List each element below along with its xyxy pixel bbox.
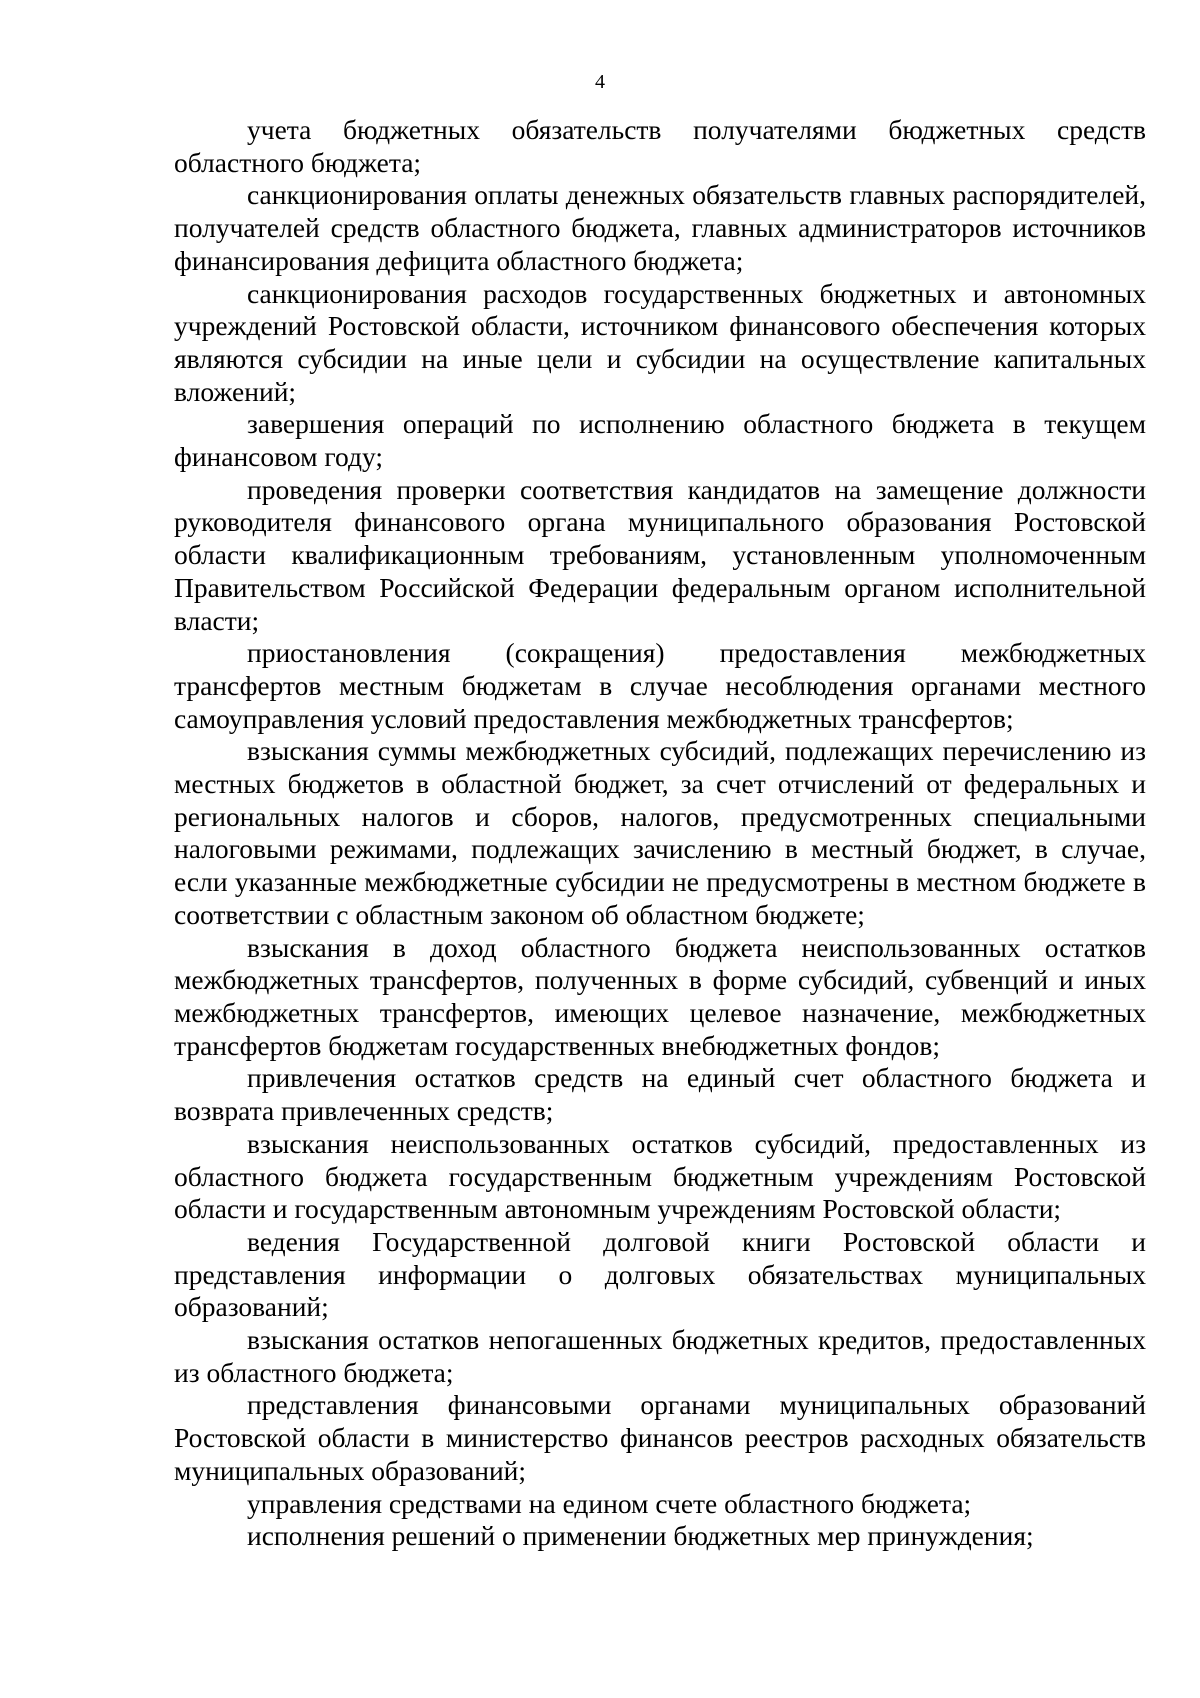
document-body bbox=[174, 114, 1146, 1553]
paragraph: ведения Государственной долговой книги Ростовской области и представления информации о долговых обязательствах муниципальных образований; bbox=[174, 1225, 1146, 1323]
paragraph: проведения проверки соответствия кандидатов на замещение должности руководителя финансового органа муниципального образования Ростовской области квалификационным требованиям, установленным уполномоченным Правительством Российской Федерации федеральным органом исполнительной власти; bbox=[174, 473, 1146, 636]
paragraph: представления финансовыми органами муниципальных образований Ростовской области в министерство финансов реестров расходных обязательств муниципальных образований; bbox=[174, 1389, 1146, 1486]
paragraph: санкционирования расходов государственных бюджетных и автономных учреждений Ростовской области, источником финансового обеспечения которых являются субсидии на иные цели и субсидии на осуществление капитальных вложений; bbox=[174, 277, 1146, 407]
page-number: 4 bbox=[595, 71, 605, 93]
paragraph: учета бюджетных обязательств получателями бюджетных средств областного бюджета; bbox=[174, 114, 1146, 178]
paragraph: приостановления (сокращения) предоставления межбюджетных трансфертов местным бюджетам в случае несоблюдения органами местного самоуправления условий предоставления межбюджетных трансфертов; bbox=[174, 637, 1146, 734]
paragraph: взыскания в доход областного бюджета неиспользованных остатков межбюджетных трансфертов, полученных в форме субсидий, субвенций и иных межбюджетных трансфертов, имеющих целевое назначение, межбюджетных трансфертов бюджетам государственных внебюджетных фондов; bbox=[174, 931, 1146, 1061]
paragraph: завершения операций по исполнению областного бюджета в текущем финансовом году; bbox=[174, 408, 1146, 473]
paragraph: взыскания остатков непогашенных бюджетных кредитов, предоставленных из областного бюджета; bbox=[174, 1324, 1146, 1388]
paragraph: привлечения остатков средств на единый счет областного бюджета и возврата привлеченных средств; bbox=[174, 1062, 1146, 1127]
paragraph: взыскания суммы межбюджетных субсидий, подлежащих перечислению из местных бюджетов в областной бюджет, за счет отчислений от федеральных и региональных налогов и сборов, налогов, предусмотренных специальными налоговыми режимами, подлежащих зачислению в местный бюджет, в случае, если указанные межбюджетные субсидии не предусмотрены в местном бюджете в соответствии с областным законом об областном бюджете; bbox=[174, 735, 1146, 930]
paragraph: взыскания неиспользованных остатков субсидий, предоставленных из областного бюджета государственным бюджетным учреждениям Ростовской области и государственным автономным учреждениям Ростовской области; bbox=[174, 1127, 1146, 1225]
paragraph: санкционирования оплаты денежных обязательств главных распорядителей, получателей средств областного бюджета, главных администраторов источников финансирования дефицита областного бюджета; bbox=[174, 179, 1146, 276]
paragraph: исполнения решений о применении бюджетных мер принуждения; bbox=[247, 1520, 1034, 1552]
paragraph: управления средствами на едином счете областного бюджета; bbox=[247, 1487, 972, 1519]
